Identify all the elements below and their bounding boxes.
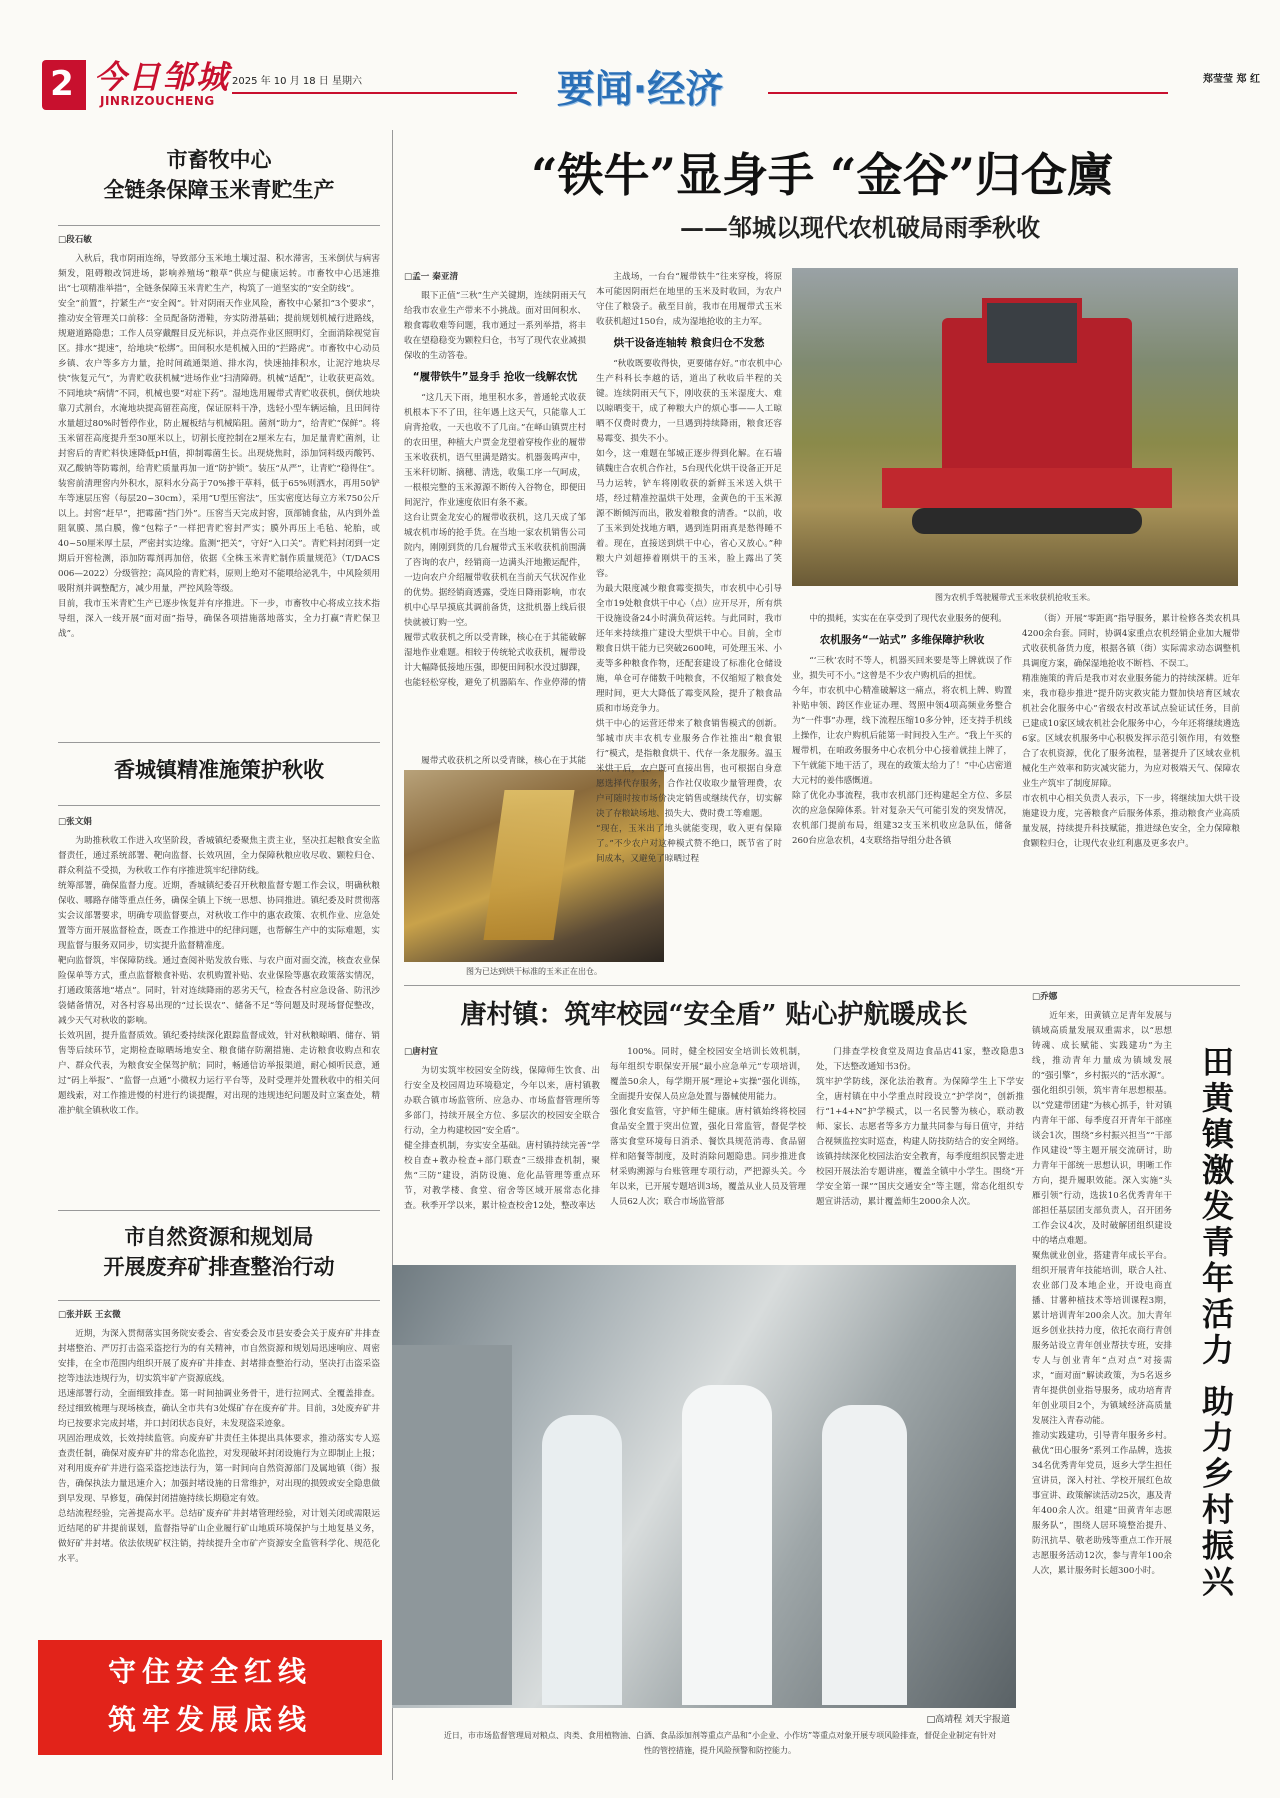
- photo-caption: 图为已达到烘干标准的玉米正在出仓。: [466, 967, 602, 976]
- article-natural-resources: [58, 1222, 380, 1602]
- lead-intro: 眼下正值“三秋”生产关键期，连续阴雨天气给我市农业生产带来不小挑战。面对田间积水、粮食霉收难等问题，我市通过一系列举措，将丰收在望稳稳变为颗粒归仓，书写了现代农业减损保收的生动答卷。: [404, 291, 586, 361]
- byline: □唐村宣: [404, 1047, 438, 1057]
- lead-col-2: [596, 270, 782, 980]
- tangcun-text-3: 门排查学校食堂及周边食品店41家，整改隐患3处，下达整改通知书3份。 筑牢护学防线，深化法治教育。为保障学生上下学安全，唐村镇在中小学重点时段设立“护学岗”，创新推行“1+4+N”护学模式，以一名民警为核心，联动教师、家长、志愿者等多方力量共同参与每日值守，并结合视频监控实时巡查，构建人防技防结合的安全网络。该镇持续深化校园法治安全教育，每季度组织民警走进校园开展法治专题讲座，覆盖全镇中小学生。围绕“开学安全第一课”“国庆交通安全”等主题，常态化组织专题宣讲活动，累计覆盖师生2000余人次。: [816, 1047, 1024, 1207]
- divider: [404, 985, 1240, 986]
- slogan-line1: 守住安全红线: [107, 1655, 312, 1688]
- lead-text-1c: 主战场，一台台“履带铁牛”往来穿梭，将原本可能因阴雨烂在地里的玉米及时收回，为农户守住了粮袋子。截至目前，我市在用履带式玉米收获机超过150台，成为湿地抢收的主力军。: [596, 272, 782, 327]
- divider: [58, 742, 380, 743]
- tianhuang-body: [1032, 990, 1172, 1780]
- byline: □段石敏: [58, 235, 92, 245]
- issue-date: 2025 年 10 月 18 日: [232, 76, 329, 87]
- lead-text-3: “‘三秋’农时不等人，机器买回来要是等上牌就误了作业，损失可不小。”这曾是不少农户购机后的担忧。 今年，市农机中心精准破解这一痛点，将农机上牌、购置补贴申领、跨区作业证办理、驾照申领4项高频业务整合为“一件事”办理，线下流程压缩10多分钟，还支持手机线上操作，让农户购机后能第一时间投入生产。“我上午买的履带机，在咱政务服务中心农机分中心接着就挂上牌了，下午就能下地干活了，现在的政策太给力了！”中心店密道大元村的姜伟感慨道。 除了优化办事流程，我市农机部门还构建起全方位、多层次的应急保障体系。针对复杂天气可能引发的突发情况，农机部门提前布局，组建32支玉米机收应急队伍，储备260台应急农机，4支联络指导组分赴各镇: [792, 656, 1012, 846]
- lead-text-1: “这几天下雨，地里积水多，普通轮式收获机根本下不了田，往年遇上这天气，只能靠人工肩背抢收，一天也收不了几亩。”在峄山镇贾庄村的农田里，种植大户贾金龙望着穿梭作业的履带玉米收获机，语气里满是踏实。机器轰鸣声中，玉米秆切断、摘穗、清选，收集工序一气呵成，一根根完整的玉米源源不断传入谷物仓，即便田间泥泞，作业速度依旧有条不紊。 这台让贾金龙安心的履带收获机，这几天成了邹城农机市场的抢手货。在当地一家农机销售公司院内，刚刚到货的几台履带式玉米收获机前围满了咨询的农户，经销商一边满头汗地搬运配件，一边向农户介绍履带收获机在当前天气状况作业的优势。据经销商透露，受连日降雨影响，市农机中心早早摸底其调前备货，这批机器上线后很快就被订购一空。 履带式收获机之所以受青睐，核心在于其能破解湿地作业难题。相较于传统轮式收获机，履带设计大幅降低接地压强，即便田间积水没过脚踝，也能轻松穿梭，避免了机器陷车、作业停滞的情: [404, 393, 586, 688]
- photo-detail: [483, 790, 574, 940]
- divider: [58, 1210, 380, 1211]
- masthead: [0, 0, 1280, 115]
- lead-subtitle-2: 烘干设备连轴转 粮食归仓不发愁: [613, 337, 765, 349]
- lead-text-3a: 中的损耗，实实在在享受到了现代农业服务的便利。: [809, 614, 1007, 624]
- article-xiangcheng: [58, 755, 380, 1205]
- slogan-line2: 筑牢发展底线: [107, 1703, 312, 1736]
- lead-text-1b: 履带式收获机之所以受青睐，核心在于其能: [421, 756, 586, 766]
- photo-credit: □高靖程 刘天宇报道: [926, 1715, 1010, 1725]
- photo-caption: 近日，市市场监督管理局对粮点、肉类、食用植物油、白酒、食品添加剂等重点产品和“小企业、小作坊”等重点对象开展专项风险排查，督促企业制定有针对性的管控措施，提升风险预警和防控能力。: [443, 1731, 997, 1755]
- lead-headline: “铁牛”显身手 “金谷”归仓廪: [531, 148, 1113, 202]
- editors: 郑莹莹 郑 红: [1203, 74, 1260, 85]
- byline: □乔娜: [1032, 992, 1058, 1002]
- article-livestock: [58, 145, 380, 735]
- article-body: [58, 233, 380, 733]
- section-title: 要闻·经济: [556, 67, 724, 111]
- lead-subtitle-3: 农机服务“一站式” 多维保障护秋收: [819, 634, 985, 646]
- byline: □张并跃 王玄微: [58, 1310, 121, 1320]
- lead-subhead: ——邹城以现代农机破局雨季秋收: [680, 213, 1040, 242]
- inspector-1: [542, 1415, 622, 1705]
- lead-col-1: [404, 270, 586, 750]
- page-number: 2: [50, 64, 74, 104]
- masthead-rule-right: [768, 92, 1168, 94]
- article-body: [58, 1308, 380, 1600]
- production-line: [392, 1345, 512, 1705]
- photo-caption: 图为农机手驾驶履带式玉米收获机抢收玉米。: [935, 593, 1095, 602]
- tangcun-text-1: 为切实筑牢校园安全防线，保障师生饮食、出行安全及校园周边环境稳定，今年以来，唐村镇教办联合镇市场监管所、应急办、市场监督管理所等多部门，持续开展全方位、多层次的校园安全联合行动，全力构建校园“安全盾”。 健全排查机制，夯实安全基础。唐村镇持续完善“学校自查+教办检查+部门联查”三级排查机制，聚焦“三防”建设，消防设施、危化品管理等重点环节，对教学楼、食堂、宿舍等区域开展常态化排查。秋季开学以来，累计检查校舍12处，整改率达: [404, 1066, 600, 1211]
- harvester-track: [912, 508, 1142, 534]
- article-text: 为助推秋收工作进入攻坚阶段，香城镇纪委聚焦主责主业，坚决扛起粮食安全监督责任，通过系统部署、靶向监督、长效巩固，全力保障秋粮应收尽收、颗粒归仓、群众利益不受损，为秋收工作有序推进筑牢纪律防线。 统筹部署，确保监督力度。近期，香城镇纪委召开秋粮监督专题工作会议，明确秋粮保收、哪路存储等重点任务，确保全镇上下统一思想、协同推进。镇纪委及时贯彻落实会议部署要求，明确专项监督要点，对秋收工作中的惠农政策、农机作业、应急处置等方面开展监督检查，既查工作推进中的纪律问题，也帮解生产中的实际难题，实现监督与服务双同步，切实提升监督精准度。 靶向监督筑，牢保障防线。通过查阅补贴发放台账、与农户面对面交流，核查农业保险保单等方式，重点监督粮食补贴、农机购置补贴、农业保险等惠农政策落实情况，打通政策落地“堵点”。同时，针对连续降雨的恶劣天气，检查各村应急设备、防汛沙袋储备情况，对各村容易出现的“过长误农”、储备不足“等问题及时现场督促整改，减少天气对秋收的影响。 长效巩固，提升监督质效。镇纪委持续深化跟踪监督成效，针对秋粮晾晒、储存、销售等后续环节，定期检查晾晒场地安全、粮食储存防潮措施、走访粮食收购点和农户、群众代表，为粮食安全保驾护航；同时，畅通信访举报渠道，耐心倾听民意，通过“码上举报”、“监督一点通”小微权力运行平台等，及时受理并处置秋收中的相关问题线索，对工作推进慢的村进行约谈提醒，对出现的违规违纪问题及时立案查处，精准护航全镇秋收工作。: [58, 836, 380, 1116]
- article-text: 近期，为深入贯彻落实国务院安委会、省安委会及市县安委会关于废弃矿井排查封堵整治、严厉打击盗采盗挖行为的有关精神，市自然资源和规划局迅速响应、周密安排，在全市范围内组织开展了废弃矿井排查、封堵排查整治行动，坚决打击盗采盗挖等违法违规行为，切实筑牢矿产资源底线。 迅速部署行动，全面细致排查。第一时间抽调业务骨干，进行拉网式、全覆盖排查。经过细致梳理与现场核查，确认全市共有3处煤矿存在废弃矿井。目前，3处废弃矿井均已按要求完成封堵，并口封闭状态良好，未发现盗采迹象。 巩固治理成效，长效持续监管。向废弃矿井责任主体提出具体要求，推动落实专人巡查责任制，确保对废弃矿井的常态化监控，对发现破坏封闭设施行为立即制止上报；对利用废弃矿井进行盗采盗挖违法行为，第一时间向自然资源部门及属地镇（街）报告，确保执法力量迅速介入；加强封堵设施的日常维护，对出现的损毁或安全隐患做到早发现、早修复，确保封闭措施持续长期稳定有效。 总结流程经验，完善提高水平。总结矿废弃矿井封堵管理经验，对计划关闭或需限运近结尾的矿井提前谋划，监督指导矿山企业履行矿山地质环境保护与土地复垦义务，做好矿井封堵。依法依规矿权注销，持续提升全市矿产资源安全监管科学化、规范化水平。: [58, 1329, 380, 1564]
- photo-food-inspection: [392, 1265, 1016, 1708]
- title-rule: [58, 225, 380, 226]
- article-text: 入秋后，我市阴雨连绵，导致部分玉米地土壤过湿、积水滞害，玉米倒伏与病害频发，阻碍粮改饲进场，影响养殖场“粮草”供应与健康运转。市畜牧中心迅速推出“七项精准举措”，全链条保障玉米青贮生产，构筑了一道坚实的“安全防线”。 安全“前置”，拧紧生产“安全阀”。针对阴雨天作业风险，畜牧中心紧扣“3个要求”，推动安全管理关口前移：全员配备防滑鞋，夯实防滑基础；提前规划机械行进路线，规避道路隐患；工作人员穿戴醒目反光标识，并点亮作业区照明灯，全面消除视觉盲区。排水“提速”，给地块“松绑”。田间积水是机械入田的“拦路虎”。市畜牧中心动员乡镇、农户等多方力量，抢时间疏通渠道、排水沟，快速抽排积水，让泥泞地块尽快“恢复元气”，为青贮收获机械“进场作业”扫清障碍。机械“适配”，让收获更高效。不同地块“病情”不同，机械也要“对症下药”。湿地选用履带式青贮收获机，倒伏地块靠刀式割台，水淹地块提高留茬高度，保证原料干净，选轻小型车辆运输，且田间待水量超过80%时暂停作业，防止履板结与机械陷阻。菌剂“助力”，给青贮“保鲜”。将玉米留茬高度提升至30厘米以上，切割长度控制在2厘米左右，加足量青贮菌剂，让封窖后的青贮料快速降低pH值，抑制霉菌生长。出现烧焦时，添加饲料级丙酸钙、双乙酸钠等防霉剂，给青贮质量再加一道“防护锁”。装压“从严”，让青贮“稳得住”。装窖前清理窖内外积水，原料水分高于70%掺干草料，低于65%则洒水，再用50铲车等速层压窖（每层20~30cm），采用“U型压窖法”，压实密度达每立方米750公斤以上。封窖“赶早”，把霉菌“挡门外”。压窖当天完成封窖，顶部铺食盐，从内到外盖阻氧膜、黑白膜，像“包粽子”一样把青贮窖封严实；膜外再压上毛毡、轮胎，或40~50厘米厚土层，严密封实边缘。监测“把关”，守好“入口关”。青贮料封闭到一定期后开窖检测，添加防霉剂再加倍，依据《全株玉米青贮制作质量规范》（T/DACS 006—2022）分级管控；高风险的青贮料，原则上绝对不能喂给泌乳牛，中风险须用吸附剂并调整配方，减少用量，严控风险等级。 目前，我市玉米青贮生产已逐步恢复并有序推进。下一步，市畜牧中心将成立技术指导组，深入一线开展“面对面”指导，确保各项措施落地落实，全力打赢“青贮保卫战”。: [58, 254, 380, 639]
- lead-col-3: [792, 612, 1012, 980]
- lead-col-4: [1022, 612, 1240, 980]
- tangcun-col-3: [816, 1045, 1024, 1257]
- logo-pinyin: JINRIZOUCHENG: [100, 94, 215, 108]
- byline: □孟一 秦亚清: [404, 272, 459, 282]
- tangcun-text-2: 100%。同时，健全校园安全培训长效机制，每年组织专职保安开展“最小应急单元”专项培训，覆盖50余人，每学期开展“理论+实操”强化训练，全面提升安保人员应急处置与器械使用能力。 强化食安监管，守护师生健康。唐村镇始终将校园食品安全置于突出位置，强化日常监管，督促学校落实食堂环境每日消杀、餐饮具规范消毒、食品留样和陪餐等制度，及时消除问题隐患。同步推进食材采购溯源与台账管理专项行动，严把源头关。今年以来，已开展专题培训3场，覆盖从业人员及管理人员62人次；联合市场监管部: [610, 1047, 806, 1207]
- tangcun-col-1: [404, 1045, 600, 1257]
- lead-text-2: “秋收既要收得快，更要储存好。”市农机中心生产科科长李越的话，道出了秋收后半程的关键。连续阴雨天气下，刚收获的玉米湿度大、难以晾晒变干，成了种粮大户的烦心事——人工晾晒不仅费时费力，一旦遇到持续降雨，粮食还容易霉变、损失不小。 如今，这一难题在邹城正逐步得到化解。在石墙镇魏庄合农机合作社，5台现代化烘干设备正开足马力运转，铲车将刚收获的新鲜玉米送入烘干塔，经过精准控温烘干处理，金黄色的干玉米源源不断倾泻而出，散发着粮食的清香。“以前，收了玉米到处找地方晒，遇到连阴雨真是愁得睡不着。现在，直接送到烘干中心，省心又放心。”种粮大户刘超捧着刚烘干的玉米，脸上露出了笑容。 为最大限度减少粮食霉变损失，市农机中心引导全市19处粮食烘干中心（点）应开尽开，所有烘干设施设备24小时满负荷运转。与此同时，我市还年来持续推广建设大型烘干中心。目前，全市粮食日烘干能力已突破2600吨，可处理玉米、小麦等多种粮食作物，还配套建设了标准化仓储设施，单仓可存储数千吨粮食，不仅缩短了粮食处理时间，更大大降低了霉变风险，提升了粮食品质和市场竞争力。 烘干中心的运营还带来了粮食销售模式的创新。邹城市庆丰农机专业服务合作社推出“粮食银行”模式，是指粮食烘干、代存一条龙服务。温玉米烘干后，农户既可直接出售，也可根据自身意愿选择代存服务，合作社仅收取少量管理费，农户可随时按市场价决定销售或继续代存，切实解决了存粮缺场地、损失大、费时费工等难题。 “现在，玉米出了地头就能变现，收入更有保障了。”不少农户对这种模式赞不绝口，既节省了时间成本，又避免了晾晒过程: [596, 359, 782, 864]
- tangcun-title: 唐村镇：筑牢校园“安全盾” 贴心护航暖成长: [460, 1000, 968, 1030]
- article-title: 市自然资源和规划局 开展废弃矿排查整治行动: [103, 1224, 335, 1279]
- title-rule: [58, 805, 380, 806]
- logo: 今日邹城: [94, 58, 231, 96]
- tianhuang-text: 近年来，田黄镇立足青年发展与镇域高质量发展双重需求，以“思想铸魂、成长赋能、实践建功”为主线，推动青年力量成为镇域发展的“强引擎”，乡村振兴的“活水源”。 强化组织引领，筑牢青年思想根基。以“党建带团建”为核心抓手，针对镇内青年干部、每季度召开青年干部座谈会1次，围绕“乡村振兴担当”“干部作风建设”等主题开展交流研讨，助力青年干部统一思想认识，明晰工作方向，提升履职效能。深入实施“头雁引领”行动，选拔10名优秀青年干部担任基层团支部负责人，召开团务工作会议4次，及时破解团组织建设中的堵点难题。 聚焦就业创业，搭建青年成长平台。组织开展青年技能培训，联合人社、农业部门及本地企业，开设电商直播、甘薯种植技术等培训课程3期，累计培训青年200余人次。加大青年返乡创业扶持力度，依托农商行青创服务站设立青年创业帮扶专班，安排专人与创业青年“点对点”对接需求，“面对面”解读政策，为5名返乡青年提供创业指导服务，成功培育青年创业项目2个，为镇域经济高质量发展注入青春动能。 推动实践建功，引导青年服务乡村。截优“田心服务”系列工作品牌，选拔34名优秀青年党员，返乡大学生担任宣讲员，深入村社、学校开展红色故事宣讲、政策解读活动25次，惠及青年400余人次。组建“田黄青年志愿服务队”，围绕人居环境整治提升、防汛抗旱、敬老助残等重点工作开展志愿服务活动12次，参与青年100余人次，累计服务时长超300小时。: [1032, 1011, 1172, 1576]
- inspector-3: [822, 1405, 907, 1705]
- masthead-rule-left: [232, 92, 517, 94]
- photo-harvester: [792, 268, 1238, 586]
- lead-text-4: （街）开展“零距离”指导服务，累计检修各类农机具4200余台套。同时，协调4家重点农机经销企业加大履带式收获机备货力度，根据各镇（街）实际需求动态调整机具调度方案，确保湿地抢收不断档、不误工。 精准施策的背后是我市对农业服务能力的持续深耕。近年来，我市稳步推进“提升防灾救灾能力暨加快培育区域农机社会化服务中心”省级农村改革试点验证试任务，目前已建成10家区域农机社会化服务中心，今年还将继续遴选6家。区域农机服务中心积极发挥示范引领作用，有效整合了农机资源，优化了服务流程，显著提升了区域农业机械化生产效率和防灾减灾能力，为应对极端天气、保障农业生产筑牢了制度屏障。 市农机中心相关负责人表示，下一步，将继续加大烘干设施建设力度，完善粮食产后服务体系，推动粮食产业高质量发展，持续提升科技赋能，推进绿色安全，全力保障粮食颗粒归仓，让现代农业红利惠及更多农户。: [1022, 614, 1240, 849]
- harvester-cab: [982, 298, 1082, 368]
- harvester-header: [882, 468, 1172, 508]
- article-title: 市畜牧中心 全链条保障玉米青贮生产: [103, 147, 335, 202]
- article-title: 香城镇精准施策护秋收: [114, 757, 324, 782]
- inspector-2: [682, 1385, 772, 1705]
- issue-weekday: 星期六: [332, 76, 362, 87]
- article-body: [58, 815, 380, 1205]
- title-rule: [58, 1300, 380, 1301]
- tianhuang-title: 田黄镇激发青年活力 助力乡村振兴: [1197, 1045, 1235, 1601]
- slogan-banner: [38, 1640, 382, 1755]
- byline: □张文娟: [58, 817, 92, 827]
- lead-subtitle-1: “履带铁牛”显身手 抢收一线解农忧: [412, 371, 578, 383]
- tangcun-col-2: [610, 1045, 806, 1257]
